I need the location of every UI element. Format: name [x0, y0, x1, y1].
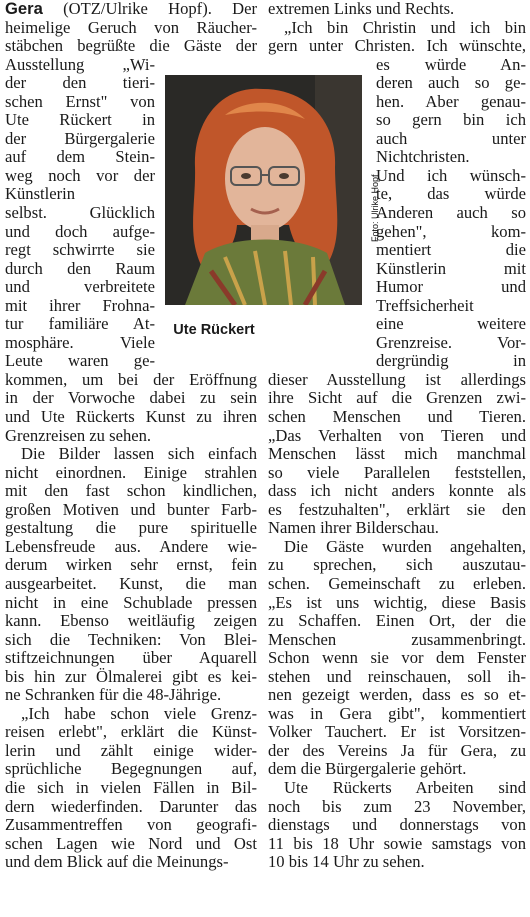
article-line: der des Vereins Ja für Gera, zu — [268, 740, 526, 760]
article-line: großen Motiven und bunter Farb- — [5, 499, 257, 519]
article-line: mit ihrer Frohna- — [5, 295, 155, 315]
article-line: Zusammentreffen von geografi- — [5, 815, 257, 835]
article-line: te, das würde — [376, 184, 526, 204]
article-line: reisen erlebt", erklärt die Künst- — [5, 722, 257, 742]
article-line: derum wirken sehr ernst, fein — [5, 555, 257, 575]
article-line: „Ich habe schon viele Grenz- — [21, 703, 257, 723]
article-line: tur familiäre At- — [5, 314, 155, 334]
article-line: Grenzreise. Vor- — [376, 332, 526, 352]
article-line: auch unter — [376, 128, 526, 148]
article-line: gehen", kom- — [376, 221, 526, 241]
dateline: Gera — [5, 0, 43, 18]
article-line: Ute Rückerts Arbeiten sind — [284, 777, 526, 797]
article-line: Treffsicherheit — [376, 295, 474, 315]
article-line: ihre Sicht auf die Grenzen zwi- — [268, 388, 526, 408]
article-line: die sich in vielen Fällen in Bil- — [5, 777, 257, 797]
article-line: „Ich bin Christin und ich bin — [284, 17, 526, 37]
article-line: mentiert die — [376, 240, 526, 260]
article-line: so gern bin ich — [376, 110, 526, 130]
article-line: und dem Blick auf die Meinungs- — [5, 852, 229, 872]
article-line: stäbchen begrüßte die Gäste der — [5, 36, 257, 56]
article-line: mosphäre. Viele — [5, 332, 155, 352]
article-line: dass ich nicht anders konnte als — [268, 481, 526, 501]
article-line: schen Ernst" von — [5, 91, 155, 111]
article-line: weg noch vor der — [5, 165, 155, 185]
article-line: ne Schranken für die 48-Jährige. — [5, 685, 222, 705]
article-line: Schon wenn sie vor dem Fenster — [268, 648, 526, 668]
article-line: dem die Bürgergalerie gehört. — [268, 759, 467, 779]
article-line: Namen ihrer Bilderschau. — [268, 518, 439, 538]
article-line: Leute waren ge- — [5, 351, 155, 371]
article-line: der den tieri- — [5, 73, 155, 93]
article-line: Ute Rückert in — [5, 110, 155, 130]
article-line: Die Gäste wurden angehalten, — [284, 536, 526, 556]
article-line: deren auch so ge- — [376, 73, 526, 93]
article-line: in der Vorwoche dabei zu sein — [5, 388, 257, 408]
article-line: schen. Gemeinschaft zu erleben. — [268, 573, 526, 593]
article-line: Grenzreisen zu sehen. — [5, 425, 152, 445]
article-line: lerin und zählt einige wider- — [5, 740, 257, 760]
article-line: selbst. Glücklich — [5, 203, 155, 223]
article-line: zu Schaffen. Einen Ort, der die — [268, 611, 526, 631]
article-line: stiftzeichnungen über Aquarell — [5, 648, 257, 668]
article-line: was in Gera gibt", kommentiert — [268, 703, 526, 723]
article-line: kann. Ebenso weitläufig zeigen — [5, 611, 257, 631]
article-line: nicht einordnen. Einige strahlen — [5, 462, 257, 482]
article-line: Ausstellung „Wi- — [5, 54, 155, 74]
article-line: 11 bis 18 Uhr sowie samstags von — [268, 833, 526, 853]
article-line: nen gezeigt werden, dass es so et- — [268, 685, 526, 705]
article-line: hen. Aber genau- — [376, 91, 526, 111]
article-line: eine weitere — [376, 314, 526, 334]
article-line: heimelige Geruch von Räucher- — [5, 17, 257, 37]
article-line: Die Bilder lassen sich einfach — [21, 444, 257, 464]
article-line: zu sprechen, sich auszutau- — [268, 555, 526, 575]
article-line: so viele Parallelen feststellen, — [268, 462, 526, 482]
article-line: kommen, um bei der Eröffnung — [5, 369, 257, 389]
portrait-illustration — [165, 75, 362, 305]
article-line: Nichtchristen. — [376, 147, 470, 167]
article-line: Gera (OTZ/Ulrike Hopf). Der — [5, 0, 257, 18]
article-line: regt schwirrte sie — [5, 240, 155, 260]
article-line: dienstags und donnerstags von — [268, 815, 526, 835]
photo-credit: Foto: Ulrike Hopf — [370, 174, 380, 242]
article-line: Volker Tauchert. Er ist Vorsitzen- — [268, 722, 526, 742]
article-line: „Das Verhalten von Tieren und — [268, 425, 526, 445]
article-line: Und ich wünsch- — [376, 165, 526, 185]
article-line: durch den Raum — [5, 258, 155, 278]
article-line: extremen Links und Rechts. — [268, 0, 455, 18]
article-line: sprüchliche Begegnungen auf, — [5, 759, 257, 779]
photo-caption: Ute Rückert — [173, 322, 255, 338]
article-line: und verbreitete — [5, 277, 155, 297]
article-line: gestaltung die pure spirituelle — [5, 518, 257, 538]
article-line: noch bis zum 23 November, — [268, 796, 526, 816]
article-line: dieser Ausstellung ist allerdings — [268, 369, 526, 389]
article-line: und Ute Rückerts Kunst zu ihren — [5, 407, 257, 427]
article-line: gern unter Christen. Ich wünschte, — [268, 36, 526, 56]
article-line: sich die Techniken: Von Blei- — [5, 629, 257, 649]
portrait-photo — [165, 75, 362, 305]
article-line: Menschen lässt mich manchmal — [268, 444, 526, 464]
article-line: schen Menschen und Tieren. — [268, 407, 526, 427]
article-line: ausgearbeitet. Kunst, die man — [5, 573, 257, 593]
article-line: es würde An- — [376, 54, 526, 74]
article-line: der Bürgergalerie — [5, 128, 155, 148]
article-line: Humor und — [376, 277, 526, 297]
article-line: Anderen auch so — [376, 203, 526, 223]
article-line: schen Lagen wie Nord und Ost — [5, 833, 257, 853]
article-line: und doch aufge- — [5, 221, 155, 241]
article-line: dergründig in — [376, 351, 526, 371]
article-line: mit den fast schon kindlichen, — [5, 481, 257, 501]
article-line: stehen und reinschauen, soll ih- — [268, 666, 526, 686]
article-line: nicht in eine Schublade pressen — [5, 592, 257, 612]
article-line: 10 bis 14 Uhr zu sehen. — [268, 852, 425, 872]
article-line: Menschen zusammenbringt. — [268, 629, 526, 649]
article-line: „Es ist uns wichtig, diese Basis — [268, 592, 526, 612]
article-line: Lebensfreude aus. Andere wie- — [5, 536, 257, 556]
article-line: Künstlerin — [5, 184, 76, 204]
article-line: es festzuhalten", erklärt sie den — [268, 499, 526, 519]
article-line: Künstlerin mit — [376, 258, 526, 278]
article-line: bis hin zur Ölmalerei gibt es kei- — [5, 666, 257, 686]
article-line: dern wiederfinden. Darunter das — [5, 796, 257, 816]
article-line: auf dem Stein- — [5, 147, 155, 167]
